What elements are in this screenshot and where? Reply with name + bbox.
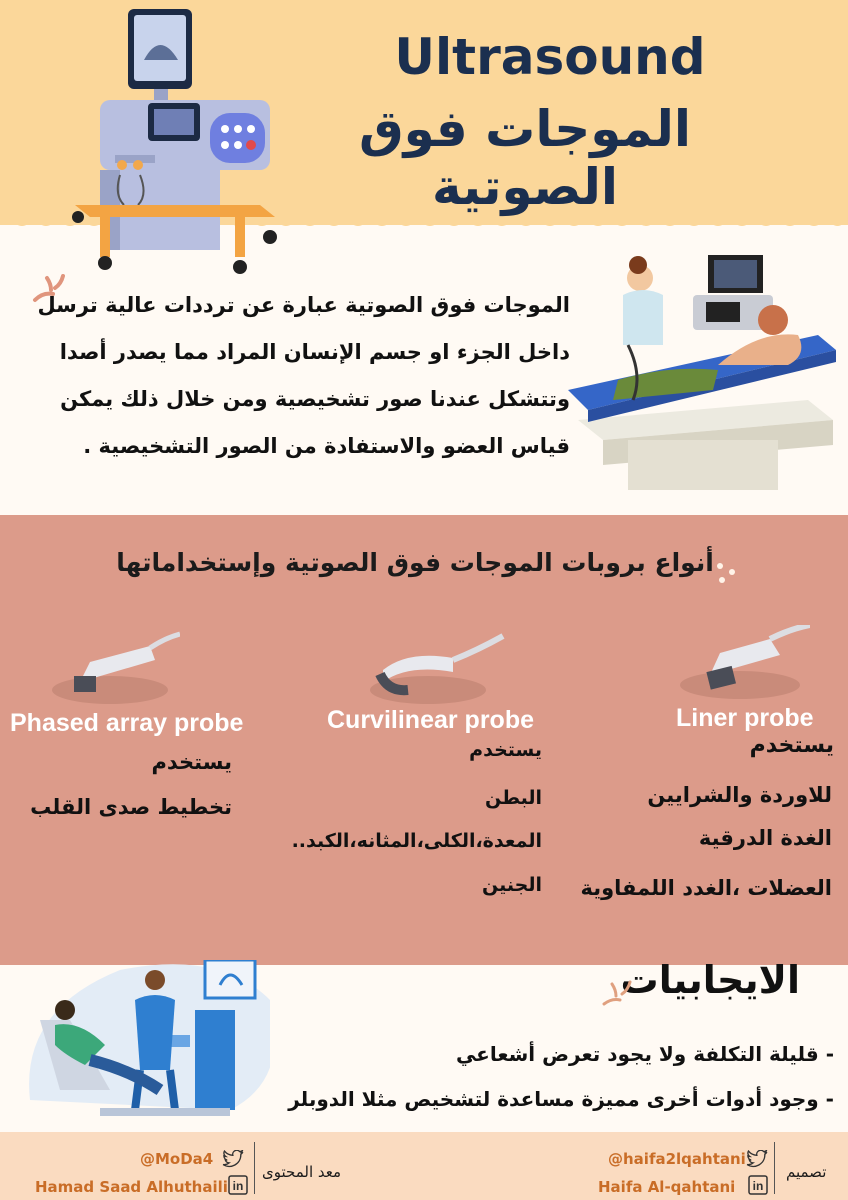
probe-types-title: أنواع بروبات الموجات فوق الصوتية وإستخداماتها (116, 548, 714, 577)
linkedin-icon[interactable] (228, 1175, 248, 1195)
designer-handle[interactable]: @haifa2lqahtani (608, 1150, 746, 1168)
ultrasound-machine-illustration (60, 5, 290, 285)
probe-use-item: الجنين (482, 874, 542, 896)
curvilinear-probe-icon (368, 630, 508, 710)
linkedin-icon[interactable] (748, 1175, 768, 1195)
intro-line: داخل الجزء او جسم الإنسان المراد مما يصدر أصدا (59, 340, 570, 364)
content-author-label: معد المحتوى (262, 1163, 342, 1181)
probe-uses-label: يستخدم (469, 739, 542, 761)
designer-name: Haifa Al-qahtani (598, 1178, 736, 1196)
probe-use-item: البطن (484, 787, 542, 809)
intro-paragraph (30, 282, 570, 470)
probe-use-item: تخطيط صدى القلب (30, 795, 232, 819)
probe-use-item: العضلات ،الغدد اللمفاوية (580, 876, 832, 900)
svg-text:in: in (752, 1179, 764, 1193)
probe-name-curvilinear: Curvilinear probe (327, 706, 534, 734)
probe-name-phased-array: Phased array probe (10, 709, 244, 737)
footer-divider (774, 1142, 775, 1194)
intro-line: الموجات فوق الصوتية عبارة عن ترددات عالية ترسل (37, 293, 570, 317)
patient-scan-illustration (568, 250, 838, 500)
designer-label: تصميم (786, 1163, 827, 1181)
probe-use-item: الغدة الدرقية (698, 826, 832, 850)
content-author-name: Hamad Saad Alhuthaili (35, 1178, 228, 1196)
probe-uses-label: يستخدم (151, 750, 232, 774)
advantage-item: - قليلة التكلفة ولا يجود تعرض أشعاعي (455, 1042, 834, 1066)
title-arabic: الموجات فوق الصوتية (358, 100, 692, 216)
sparkle-decoration-icon (598, 978, 638, 1008)
probe-use-item: المعدة،الكلى،المثانه،الكبد.. (291, 830, 542, 852)
footer-divider (254, 1142, 255, 1194)
intro-line: وتتشكل عندنا صور تشخيصية ومن خلال ذلك يمكن (60, 387, 570, 411)
probe-uses-label: يستخدم (749, 733, 834, 758)
sparkle-decoration-icon (712, 558, 742, 588)
phased-array-probe-icon (40, 630, 180, 710)
linear-probe-icon (670, 625, 810, 705)
advantage-item: - وجود أدوات أخرى مميزة مساعدة لتشخيص مثلا الدوبلر (288, 1087, 834, 1111)
advantages-title: الايجابيات (620, 958, 800, 1002)
twitter-icon[interactable] (746, 1150, 768, 1168)
content-author-handle[interactable]: @MoDa4 (140, 1150, 214, 1168)
title-english: Ultrasound (394, 28, 706, 86)
intro-line: قياس العضو والاستفادة من الصور التشخيصية . (83, 434, 570, 458)
svg-text:in: in (232, 1179, 244, 1193)
twitter-icon[interactable] (222, 1150, 244, 1168)
probe-use-item: للاوردة والشرايين (647, 783, 832, 807)
probe-name-liner: Liner probe (676, 704, 814, 732)
dental-chair-illustration (10, 960, 270, 1135)
